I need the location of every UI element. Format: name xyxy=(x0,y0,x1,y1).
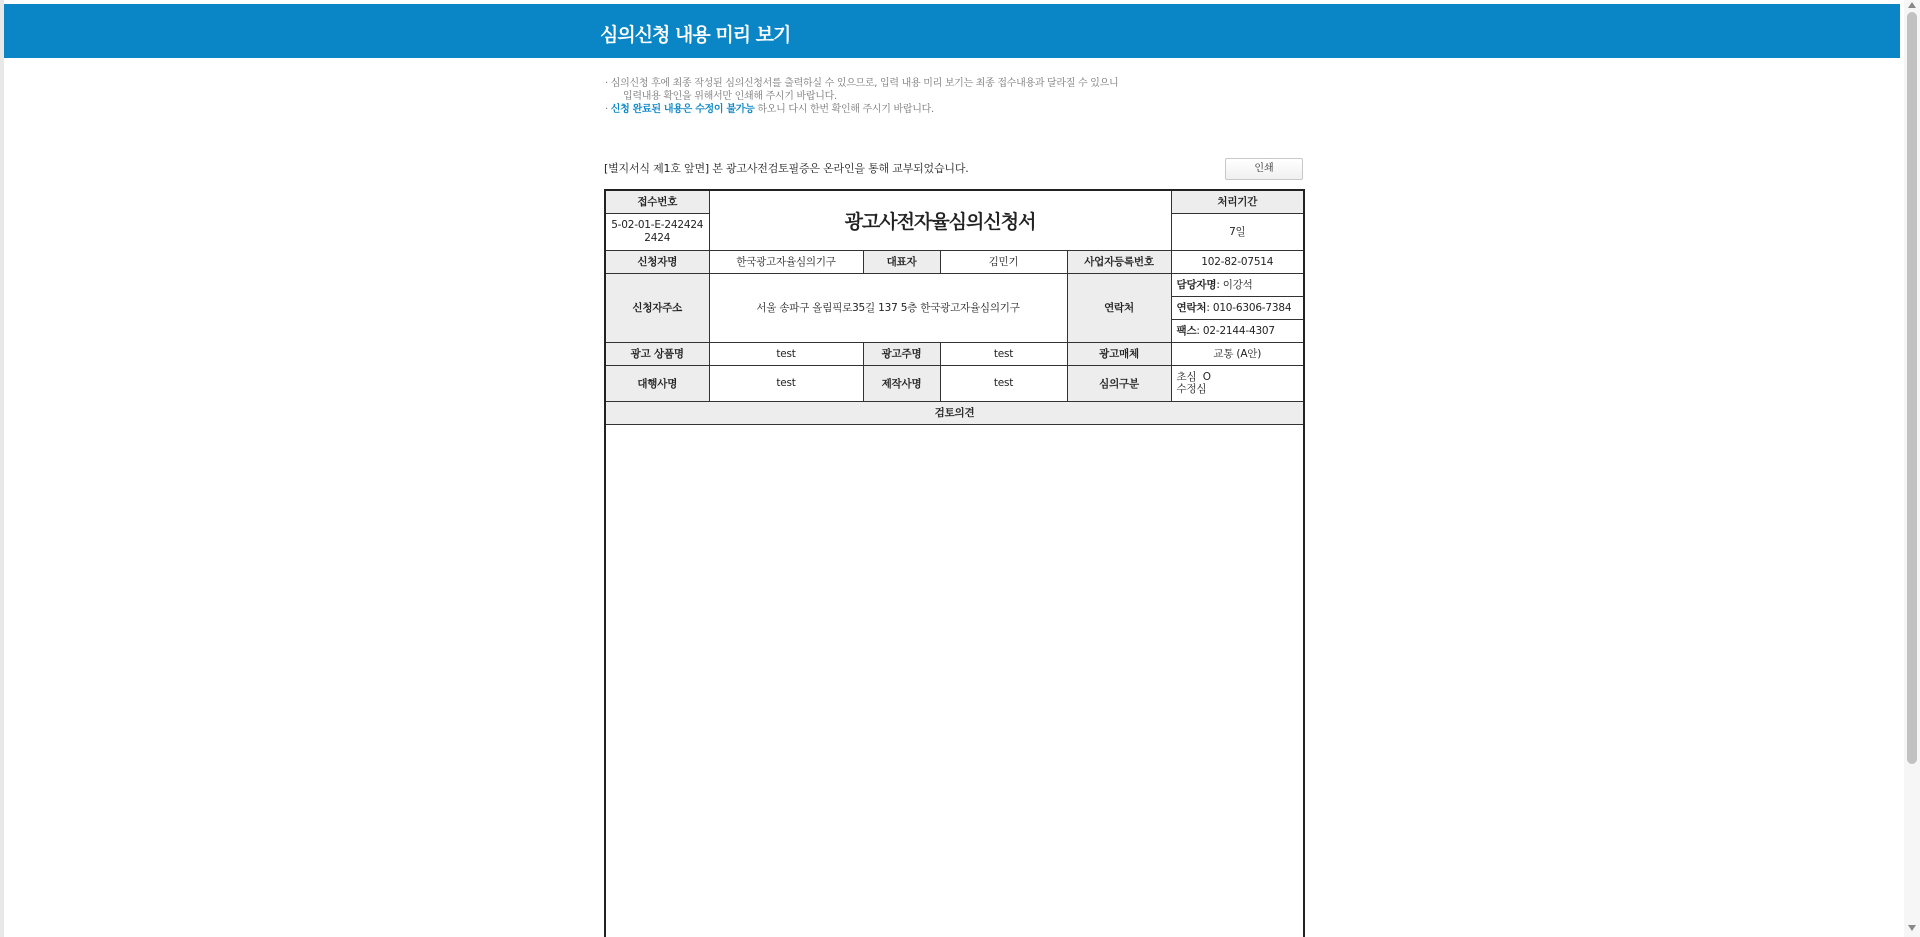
notice-highlight: 신청 완료된 내용은 수정이 불가능 xyxy=(610,104,755,115)
review-type-cell xyxy=(1171,365,1304,401)
manager-cell xyxy=(1171,273,1304,296)
form-caption: [별지서식 제1호 앞면] 본 광고사전검토필증은 온라인을 통해 교부되었습니다. xyxy=(604,162,969,175)
media-label: 광고매체 xyxy=(1067,342,1171,365)
notice-bullet: · xyxy=(605,104,611,115)
contact-label: 연락처 xyxy=(1067,273,1171,342)
address-label: 신청자주소 xyxy=(605,273,709,342)
notice-line-3-suffix: 하오니 다시 한번 확인해 주시기 바랍니다. xyxy=(754,104,934,115)
agency-label: 대행사명 xyxy=(605,365,709,401)
notice-line-1: · 심의신청 후에 최종 작성된 심의신청서를 출력하실 수 있으므로, 입력 내용 미리 보기는 최종 접수내용과 달라질 수 있으니 xyxy=(605,78,1119,89)
media-value: 교통 (A안) xyxy=(1171,342,1304,365)
scroll-down-arrow-icon[interactable] xyxy=(1908,925,1916,931)
manager-label: 담당자명 xyxy=(1176,279,1217,291)
fax-label: 팩스 xyxy=(1176,325,1197,337)
business-no-value: 102-82-07514 xyxy=(1171,250,1304,273)
page-title: 심의신청 내용 미리 보기 xyxy=(600,24,791,46)
fax-value: : 02-2144-4307 xyxy=(1196,325,1275,337)
applicant-value: 한국광고자율심의기구 xyxy=(709,250,863,273)
scrollbar-thumb[interactable] xyxy=(1907,12,1917,764)
business-no-label: 사업자등록번호 xyxy=(1067,250,1171,273)
notice-line-3 xyxy=(605,103,1118,116)
processing-period-label: 처리기간 xyxy=(1171,190,1304,213)
application-form-table xyxy=(604,189,1305,937)
product-value: test xyxy=(709,342,863,365)
advertiser-label: 광고주명 xyxy=(863,342,940,365)
applicant-label: 신청자명 xyxy=(605,250,709,273)
address-value: 서울 송파구 올림픽로35길 137 5층 한국광고자율심의기구 xyxy=(709,273,1067,342)
notice-line-2: 입력내용 확인을 위해서만 인쇄해 주시기 바랍니다. xyxy=(623,91,837,102)
print-button[interactable]: 인쇄 xyxy=(1225,158,1303,180)
notice-text xyxy=(605,77,1118,116)
manager-value: : 이강석 xyxy=(1216,279,1253,291)
phone-cell xyxy=(1171,296,1304,319)
phone-label: 연락처 xyxy=(1176,302,1207,314)
header-bar xyxy=(4,4,1900,58)
producer-value: test xyxy=(940,365,1067,401)
review-type-initial: 초심 O xyxy=(1176,371,1211,383)
processing-period-value: 7일 xyxy=(1171,213,1304,250)
advertiser-value: test xyxy=(940,342,1067,365)
fax-cell xyxy=(1171,319,1304,342)
product-label: 광고 상품명 xyxy=(605,342,709,365)
review-type-label: 심의구분 xyxy=(1067,365,1171,401)
producer-label: 제작사명 xyxy=(863,365,940,401)
review-type-revision: 수정심 xyxy=(1176,383,1207,395)
receipt-no-label: 접수번호 xyxy=(605,190,709,213)
agency-value: test xyxy=(709,365,863,401)
form-title: 광고사전자율심의신청서 xyxy=(709,190,1171,250)
scroll-up-arrow-icon[interactable] xyxy=(1908,2,1916,8)
review-opinion-body xyxy=(605,424,1304,937)
vertical-scrollbar[interactable] xyxy=(1904,0,1920,937)
review-opinion-label: 검토의견 xyxy=(605,401,1304,424)
representative-value: 김민기 xyxy=(940,250,1067,273)
phone-value: : 010-6306-7384 xyxy=(1206,302,1292,314)
representative-label: 대표자 xyxy=(863,250,940,273)
receipt-no-value: 5-02-01-E-2424242424 xyxy=(605,213,709,250)
